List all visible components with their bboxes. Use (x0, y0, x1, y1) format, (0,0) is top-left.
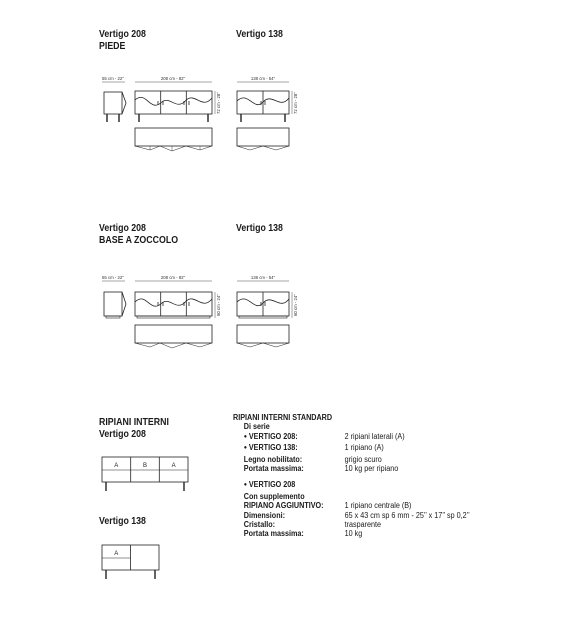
zoccolo-138-top (237, 325, 289, 347)
spec-value: 65 x 43 cm sp 6 mm - 25’’ x 17’’ sp 0,2’’ (344, 510, 470, 520)
dim-width-138-zoccolo: 138 cm - 54'' (250, 275, 276, 280)
model-name: Vertigo 208 (99, 223, 146, 234)
dim-width-138-piede: 138 cm - 54'' (250, 76, 276, 81)
spec-key: RIPIANO AGGIUNTIVO: (243, 501, 324, 511)
piede-title-b: Vertigo 138 (236, 29, 283, 40)
spec-row (233, 443, 470, 454)
dim-width-208-zoccolo: 208 cm - 82'' (160, 275, 186, 280)
spec-key: Dimensioni: (243, 510, 286, 520)
shelf-label: A (114, 463, 119, 469)
model-variant: BASE A ZOCCOLO (99, 235, 179, 246)
spec-row (233, 511, 470, 520)
dim-height-208-zoccolo: 60 cm - 24'' (216, 294, 221, 316)
spec-row (233, 432, 470, 443)
spec-key: Cristallo: (243, 520, 276, 530)
spec-key: ● VERTIGO 138: (244, 443, 345, 454)
spec-row (233, 501, 470, 510)
ripiani-title-b: Vertigo 138 (99, 516, 146, 527)
spec-row (233, 464, 470, 473)
zoccolo-side-view (102, 281, 126, 318)
ripiani-heading: RIPIANI INTERNI (99, 417, 169, 428)
spec-value: 10 kg per ripiano (344, 464, 399, 474)
spec-key: Legno nobilitato: (243, 454, 303, 464)
spec-table (233, 413, 470, 539)
spec-value: trasparente (344, 520, 382, 530)
spec-value: grigio scuro (344, 454, 382, 464)
shelf-label: B (142, 463, 148, 469)
zoccolo-208-top (135, 325, 212, 348)
shelf-label: A (171, 463, 176, 469)
piede-138-front (237, 82, 292, 122)
spec-heading-2: ● VERTIGO 208 (233, 480, 470, 491)
zoccolo-208-front (135, 281, 215, 318)
model-name: Vertigo 208 (99, 29, 146, 40)
spec-row (233, 529, 470, 538)
model-variant: PIEDE (99, 41, 126, 52)
spec-subheading: Di serie (243, 422, 270, 432)
spec-key: Portata massima: (243, 529, 304, 539)
zoccolo-138-front (237, 281, 292, 318)
model-name: Vertigo 208 (99, 429, 146, 440)
spec-row (233, 455, 470, 464)
spec-key: Portata massima: (243, 464, 304, 474)
spec-value: 2 ripiani laterali (A) (344, 431, 405, 441)
zoccolo-title-b: Vertigo 138 (236, 223, 283, 234)
spec-value: 1 ripiano centrale (B) (344, 501, 412, 511)
piede-138-top (237, 128, 289, 150)
shelf-label: A (114, 551, 119, 557)
dim-depth-zoccolo: 55 cm - 22'' (102, 275, 124, 280)
dim-height-138-zoccolo: 60 cm - 24'' (293, 294, 298, 316)
spec-key: ● VERTIGO 208: (244, 432, 345, 443)
ripiani-138-drawing (102, 545, 159, 579)
dim-depth-piede: 55 cm - 22'' (102, 76, 124, 81)
dim-width-208-piede: 208 cm - 82'' (160, 76, 186, 81)
piede-208-top (135, 128, 212, 151)
spec-value: 10 kg (344, 529, 363, 539)
piede-side-view (102, 82, 126, 122)
spec-value: 1 ripiano (A) (344, 443, 384, 453)
spec-subheading-2: Con supplemento (243, 491, 305, 501)
piede-208-front (135, 82, 215, 122)
dim-height-138-piede: 72 cm - 28'' (293, 92, 298, 114)
spec-heading: RIPIANI INTERNI STANDARD (233, 413, 333, 422)
dim-height-208-piede: 72 cm - 28'' (216, 92, 221, 114)
spec-row (233, 520, 470, 529)
